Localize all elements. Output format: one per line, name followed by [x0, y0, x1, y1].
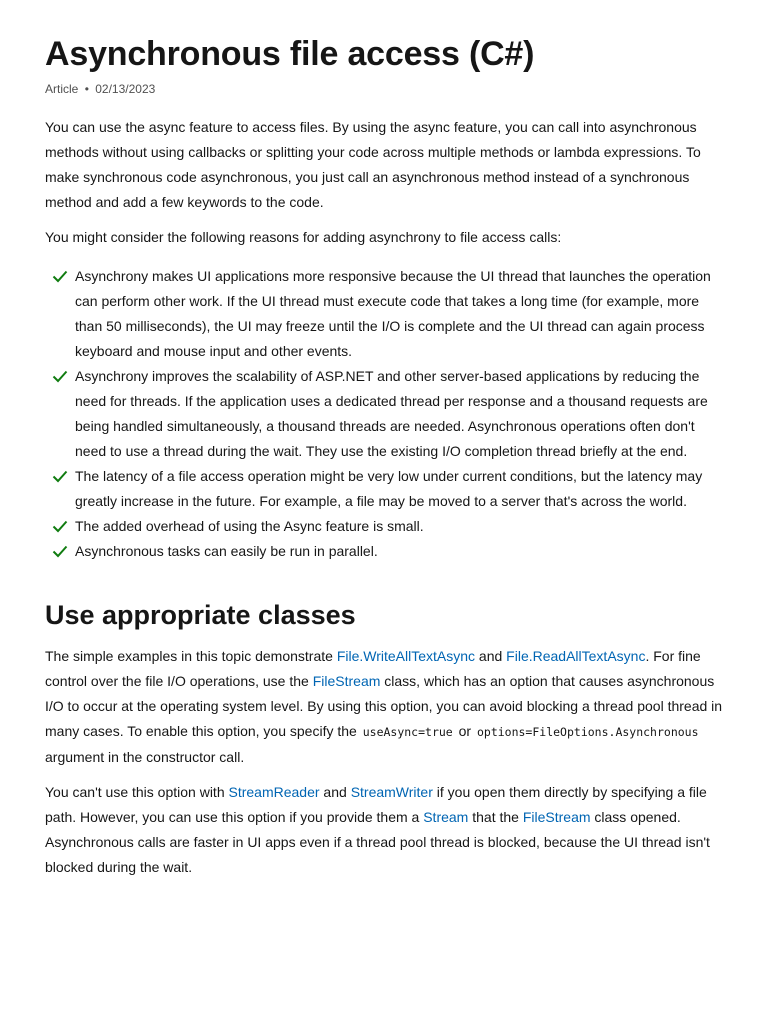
text-run: and	[319, 784, 351, 800]
page-title: Asynchronous file access (C#)	[45, 35, 535, 73]
checkmark-icon	[52, 368, 68, 384]
list-item	[45, 514, 723, 539]
list-item	[45, 539, 723, 564]
link-file-readalltextasync[interactable]: File.ReadAllTextAsync	[506, 648, 646, 664]
link-stream[interactable]: Stream	[423, 809, 469, 825]
list-item	[45, 464, 723, 514]
reasons-lead-paragraph: You might consider the following reasons for adding asynchrony to file access calls:	[45, 229, 562, 245]
checkmark-icon	[52, 543, 68, 559]
text-run: You can't use this option with	[45, 784, 229, 800]
section-heading: Use appropriate classes	[45, 600, 356, 630]
inline-code-fileoptions: options=FileOptions.Asynchronous	[476, 725, 699, 739]
list-item-text: Asynchrony makes UI applications more responsive because the UI thread that launches the operation can perform other work. If the UI thread must execute code that takes a long time (for example, more than 50 milliseconds), the UI may freeze until the I/O is complete and the UI thread can again process keyboard and mouse input and other events.	[75, 268, 711, 359]
checkmark-icon	[52, 268, 68, 284]
classes-paragraph	[45, 644, 723, 770]
checkmark-icon	[52, 518, 68, 534]
streams-paragraph	[45, 780, 723, 880]
text-run: that the	[468, 809, 523, 825]
text-run: The simple examples in this topic demonstrate	[45, 648, 337, 664]
text-run: argument in the constructor call.	[45, 749, 245, 765]
text-run: if you open them directly by specifying a file path. However, you can use this option if you provide them a	[45, 784, 707, 825]
list-item-text: The latency of a file access operation might be very low under current conditions, but the latency may greatly increase in the future. For example, a file may be moved to a server that's across the world.	[75, 468, 703, 509]
link-filestream-2[interactable]: FileStream	[522, 809, 591, 825]
article-metadata	[45, 81, 723, 97]
text-run: class, which has an option that causes asynchronous I/O to occur at the operating system level. By using this option, you can avoid blocking a thread pool thread in many cases. To enable this option, you specify the	[45, 673, 723, 739]
text-run: class opened. Asynchronous calls are faster in UI apps even if a thread pool thread is blocked, because the UI thread isn't blocked during the wait.	[45, 809, 710, 875]
text-run: . For fine control over the file I/O operations, use the	[45, 648, 701, 689]
list-item	[45, 264, 723, 364]
inline-code-useasync: useAsync=true	[362, 725, 453, 739]
intro-paragraph: You can use the async feature to access files. By using the async feature, you can call into asynchronous methods without using callbacks or splitting your code across multiple methods or lambda expressions. To make synchronous code asynchronous, you just call an asynchronous method instead of a synchronous method and add a few keywords to the code.	[45, 119, 701, 210]
link-streamwriter[interactable]: StreamWriter	[350, 784, 433, 800]
link-streamreader[interactable]: StreamReader	[228, 784, 320, 800]
reasons-list	[45, 264, 723, 564]
article-type: Article	[45, 82, 79, 96]
article-date: 02/13/2023	[95, 82, 156, 96]
list-item-text: The added overhead of using the Async feature is small.	[75, 518, 424, 534]
list-item	[45, 364, 723, 464]
checkmark-icon	[52, 468, 68, 484]
meta-separator: •	[84, 82, 89, 96]
list-item-text: Asynchronous tasks can easily be run in parallel.	[75, 543, 378, 559]
link-file-writealltextasync[interactable]: File.WriteAllTextAsync	[336, 648, 476, 664]
text-run: and	[475, 648, 507, 664]
link-filestream[interactable]: FileStream	[312, 673, 381, 689]
text-run: or	[454, 723, 475, 739]
list-item-text: Asynchrony improves the scalability of ASP.NET and other server-based applications by reducing the need for threads. If the application uses a dedicated thread per response and a thousand requests are being handled simultaneously, a thousand threads are needed. Asynchronous operations often don't need to use a thread during the wait. They use the existing I/O completion thread briefly at the end.	[75, 368, 708, 459]
